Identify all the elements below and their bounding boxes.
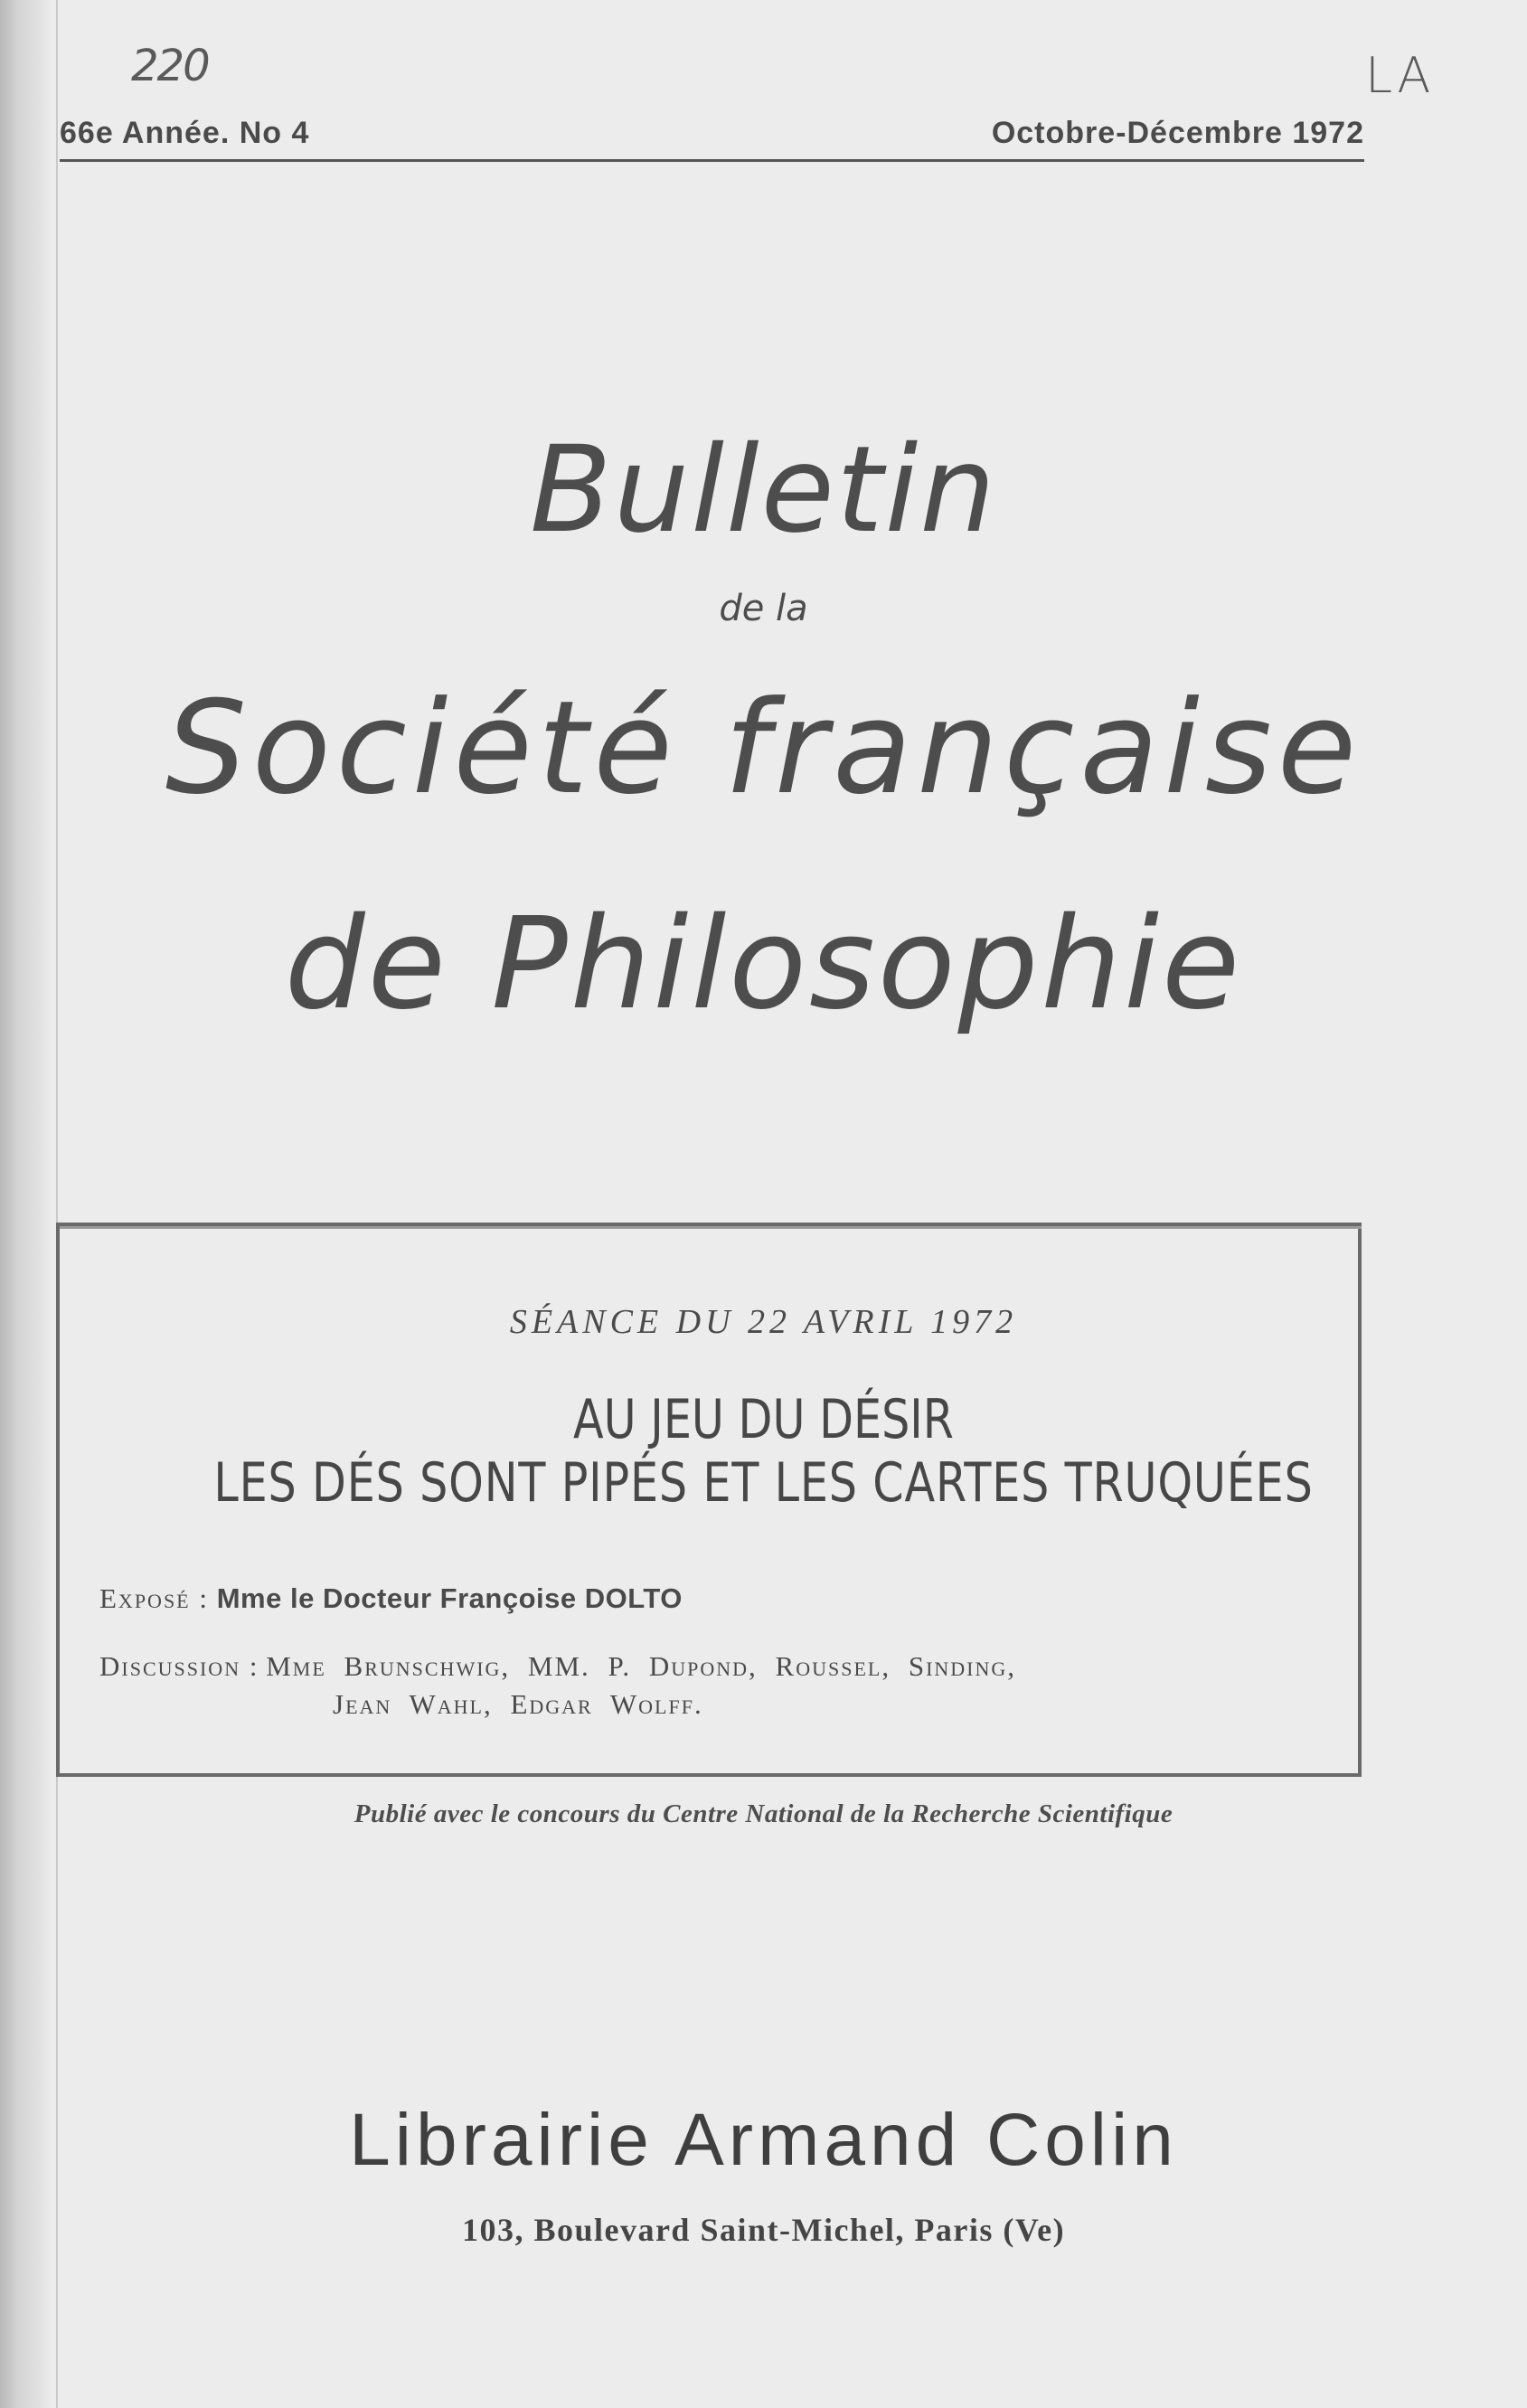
title-de-philosophie: de Philosophie	[284, 891, 1243, 1038]
issue-volume: 66e Année. No 4	[60, 116, 310, 150]
session-frame-shadow	[60, 1226, 1362, 1229]
publisher-name: Librairie Armand Colin	[349, 2099, 1178, 2181]
expose-speaker: Mme le Docteur Françoise DOLTO	[216, 1582, 683, 1614]
session-date: SÉANCE DU 22 AVRIL 1972	[509, 1303, 1018, 1341]
discussion-label: Discussion :	[99, 1650, 259, 1682]
issue-period: Octobre-Décembre 1972	[991, 116, 1364, 150]
title-societe-francaise: Société française	[165, 674, 1362, 823]
title-de-la: de la	[719, 588, 808, 629]
handwritten-number: 220	[131, 41, 209, 91]
cnrs-credit: Publié avec le concours du Centre National de la Recherche Scientifique	[353, 1799, 1174, 1828]
discussion-participants-line1: Mme Brunschwig, MM. P. Dupond, Roussel, Sinding,	[266, 1650, 1017, 1682]
binding-edge	[0, 0, 52, 2408]
publisher-address: 103, Boulevard Saint-Michel, Paris (Ve)	[461, 2212, 1066, 2248]
session-expose	[99, 1582, 683, 1615]
handwritten-initials: LA	[1365, 47, 1435, 104]
session-topic-line1: AU JEU DU DÉSIR	[573, 1388, 954, 1451]
issue-header	[60, 116, 1364, 157]
session-topic-line2: LES DÉS SONT PIPÉS ET LES CARTES TRUQUÉES	[213, 1451, 1314, 1515]
title-bulletin: Bulletin	[530, 420, 997, 560]
expose-label: Exposé :	[99, 1582, 209, 1614]
binding-edge-line	[56, 0, 58, 2408]
session-discussion	[99, 1648, 1329, 1723]
header-rule	[60, 159, 1364, 162]
discussion-participants-line2: Jean Wahl, Edgar Wolff.	[333, 1688, 703, 1720]
